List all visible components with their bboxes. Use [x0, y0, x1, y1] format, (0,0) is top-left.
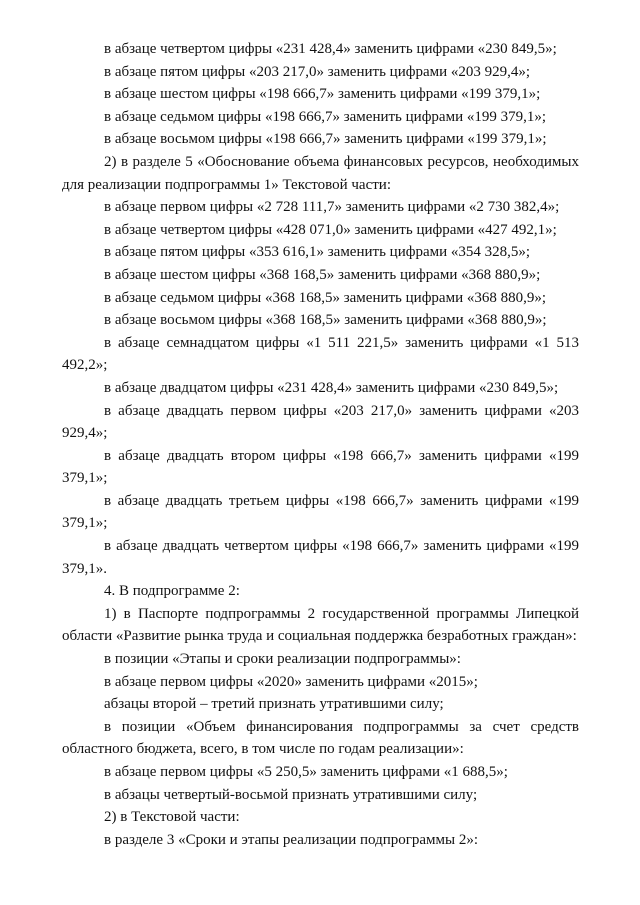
- paragraph: в абзаце двадцать третьем цифры «198 666,7» заменить цифрами «199 379,1»;: [62, 492, 579, 532]
- paragraph: в абзаце шестом цифры «368 168,5» заменить цифрами «368 880,9»;: [104, 266, 541, 283]
- paragraph: в абзаце восьмом цифры «368 168,5» заменить цифрами «368 880,9»;: [104, 312, 547, 329]
- paragraph: абзацы второй – третий признать утратившими силу;: [104, 696, 444, 713]
- paragraph: в абзаце четвертом цифры «428 071,0» заменить цифрами «427 492,1»;: [104, 221, 557, 238]
- document-body: [62, 38, 579, 851]
- paragraph: в абзаце пятом цифры «353 616,1» заменить цифрами «354 328,5»;: [104, 244, 531, 261]
- paragraph: в разделе 3 «Сроки и этапы реализации подпрограммы 2»:: [104, 831, 479, 848]
- paragraph: в абзаце первом цифры «5 250,5» заменить цифрами «1 688,5»;: [104, 764, 508, 780]
- paragraph: в абзаце первом цифры «2020» заменить цифрами «2015»;: [104, 673, 478, 690]
- paragraph: в абзаце двадцать втором цифры «198 666,7» заменить цифрами «199 379,1»;: [62, 447, 579, 487]
- paragraph: в абзаце седьмом цифры «368 168,5» заменить цифрами «368 880,9»;: [104, 289, 547, 306]
- paragraph: 4. В подпрограмме 2:: [104, 583, 240, 600]
- paragraph: в абзаце двадцать четвертом цифры «198 666,7» заменить цифрами «199 379,1».: [62, 538, 579, 577]
- paragraph: в позиции «Объем финансирования подпрограммы за счет средств областного бюджета, всего, в том числе по годам реализации»:: [62, 718, 579, 758]
- paragraph: в абзаце пятом цифры «203 217,0» заменить цифрами «203 929,4»;: [104, 63, 531, 80]
- paragraph: в абзацы четвертый-восьмой признать утратившими силу;: [104, 786, 478, 803]
- paragraph: в позиции «Этапы и сроки реализации подпрограммы»:: [104, 651, 461, 668]
- paragraph: в абзаце двадцать первом цифры «203 217,0» заменить цифрами «203 929,4»;: [62, 402, 579, 442]
- paragraph: 2) в разделе 5 «Обоснование объема финансовых ресурсов, необходимых для реализации подпрограммы 1» Текстовой части:: [62, 153, 579, 193]
- paragraph: 2) в Текстовой части:: [104, 809, 240, 826]
- paragraph: в абзаце шестом цифры «198 666,7» заменить цифрами «199 379,1»;: [104, 86, 541, 103]
- paragraph: 1) в Паспорте подпрограммы 2 государственной программы Липецкой области «Развитие рынка труда и социальная поддержка безработных граждан»:: [62, 605, 579, 645]
- paragraph: в абзаце седьмом цифры «198 666,7» заменить цифрами «199 379,1»;: [104, 108, 547, 125]
- paragraph: в абзаце восьмом цифры «198 666,7» заменить цифрами «199 379,1»;: [104, 131, 547, 148]
- paragraph: в абзаце двадцатом цифры «231 428,4» заменить цифрами «230 849,5»;: [104, 379, 559, 396]
- paragraph: в абзаце первом цифры «2 728 111,7» заменить цифрами «2 730 382,4»;: [104, 199, 560, 216]
- paragraph: в абзаце семнадцатом цифры «1 511 221,5» заменить цифрами «1 513 492,2»;: [62, 334, 579, 374]
- paragraph: в абзаце четвертом цифры «231 428,4» заменить цифрами «230 849,5»;: [104, 41, 557, 57]
